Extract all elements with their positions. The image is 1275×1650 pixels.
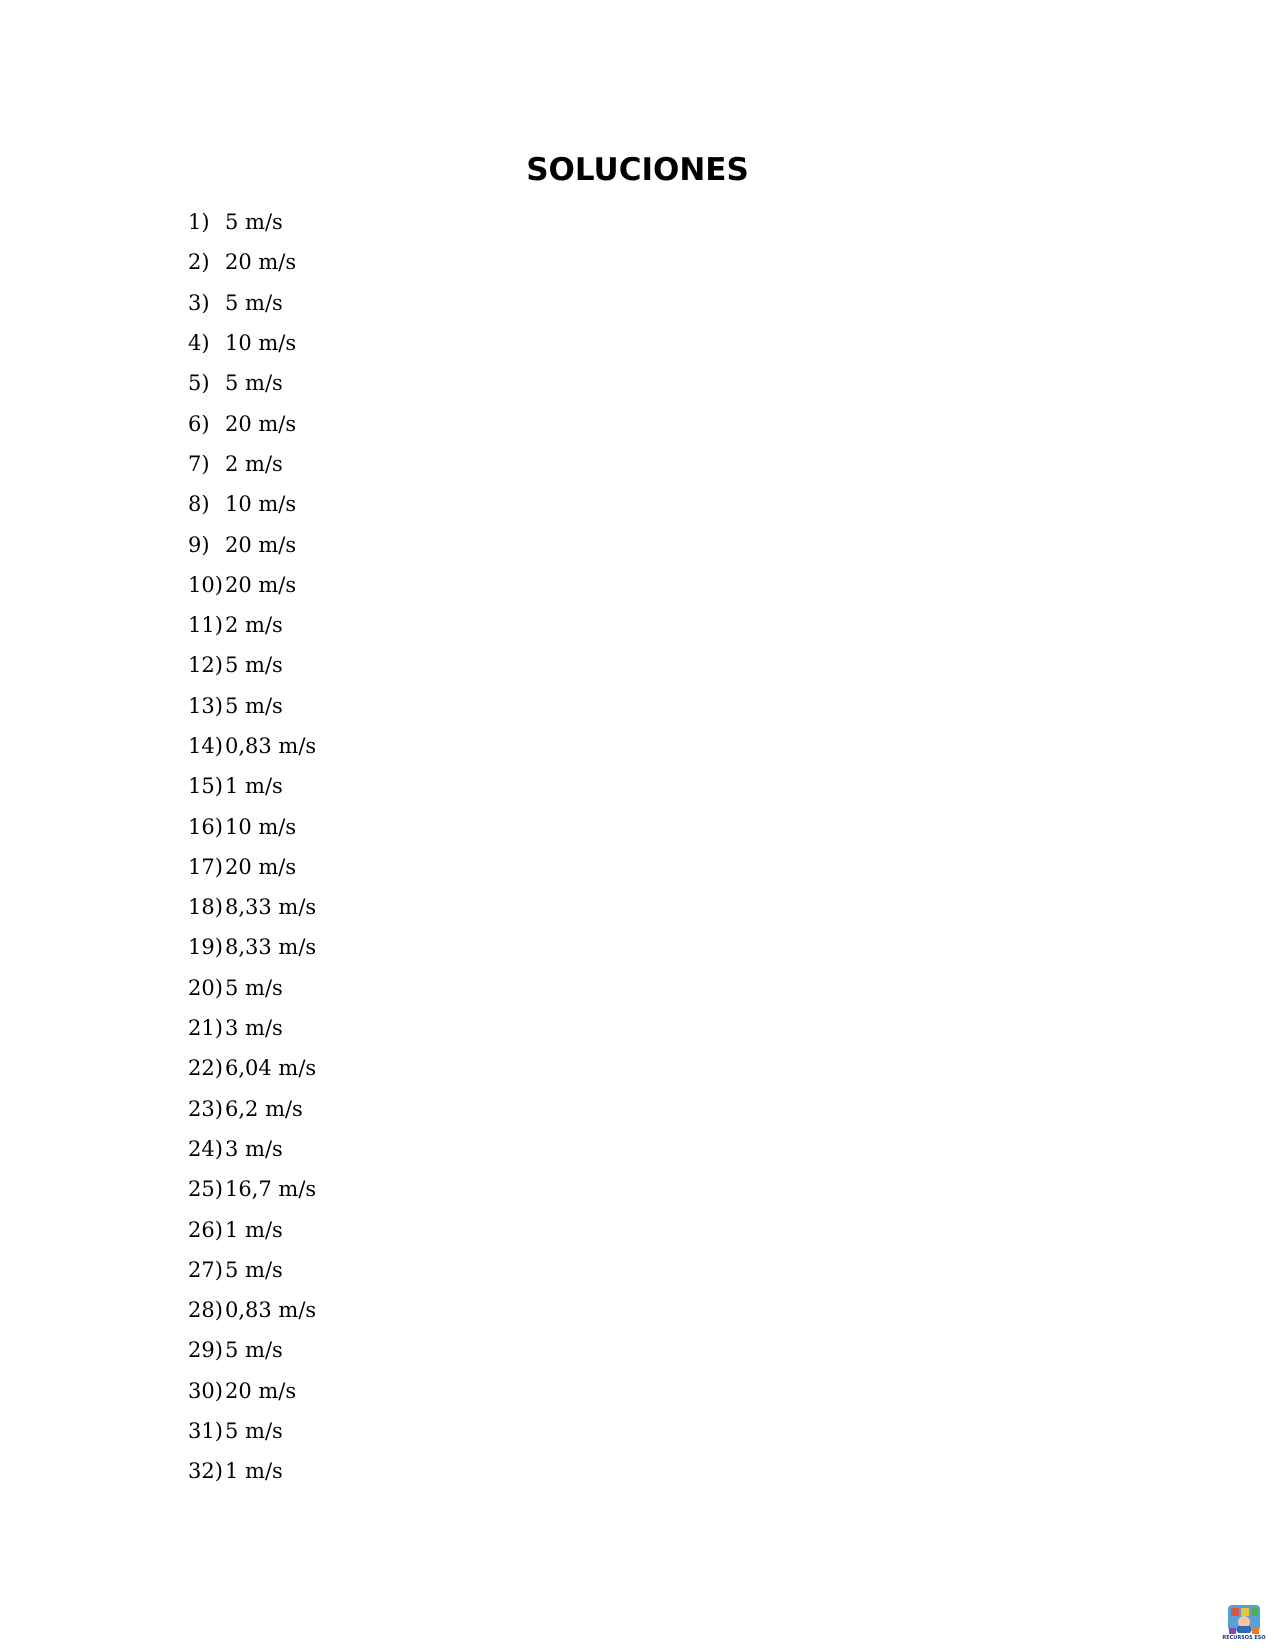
answer-value: 6,04 m/s: [225, 1056, 317, 1081]
answer-number: 16): [188, 814, 223, 839]
answer-item-18: [188, 887, 316, 927]
answer-value: 8,33 m/s: [225, 895, 317, 920]
answer-number: 3): [188, 290, 210, 315]
answer-number: 18): [188, 895, 223, 920]
answer-number: 29): [188, 1338, 223, 1363]
answer-value: 20 m/s: [225, 532, 297, 557]
answer-number: 31): [188, 1419, 223, 1444]
answer-value: 2 m/s: [225, 613, 283, 638]
answer-value: 5 m/s: [225, 975, 283, 1000]
answer-item-14: [188, 726, 316, 766]
answer-item-19: [188, 927, 316, 967]
answer-number: 13): [188, 693, 223, 718]
answer-value: 1 m/s: [225, 1459, 283, 1484]
answer-item-2: [188, 242, 316, 282]
answer-value: 5 m/s: [225, 1257, 283, 1282]
answer-number: 20): [188, 975, 223, 1000]
answer-item-4: [188, 323, 316, 363]
answer-value: 5 m/s: [225, 371, 283, 396]
answer-value: 6,2 m/s: [225, 1096, 303, 1121]
recursos-eso-logo-icon: [1222, 1600, 1266, 1646]
answer-number: 6): [188, 411, 210, 436]
answer-item-13: [188, 686, 316, 726]
answer-item-29: [188, 1330, 316, 1370]
answer-number: 27): [188, 1257, 223, 1282]
answer-item-10: [188, 565, 316, 605]
answer-item-24: [188, 1129, 316, 1169]
answer-value: 10 m/s: [225, 814, 297, 839]
answer-value: 10 m/s: [225, 331, 297, 356]
answer-value: 0,83 m/s: [225, 734, 317, 758]
answer-item-20: [188, 968, 316, 1008]
answer-value: 3 m/s: [225, 1016, 283, 1041]
answer-number: 8): [188, 492, 210, 517]
answer-item-32: [188, 1451, 316, 1491]
answer-item-28: [188, 1290, 316, 1330]
page-title: SOLUCIONES: [526, 152, 749, 188]
answer-item-5: [188, 363, 316, 403]
answer-number: 21): [188, 1016, 223, 1041]
answer-number: 15): [188, 774, 223, 799]
answer-item-12: [188, 645, 316, 685]
answer-number: 11): [188, 613, 223, 638]
answer-value: 8,33 m/s: [225, 935, 317, 960]
answer-value: 20 m/s: [225, 411, 297, 436]
answer-item-6: [188, 403, 316, 443]
answer-number: 17): [188, 854, 223, 879]
answer-item-8: [188, 484, 316, 524]
answer-number: 10): [188, 572, 223, 597]
answer-number: 2): [188, 250, 210, 275]
answer-number: 32): [188, 1459, 223, 1484]
answer-item-30: [188, 1371, 316, 1411]
answer-value: 20 m/s: [225, 854, 297, 879]
answer-item-31: [188, 1411, 316, 1451]
answer-item-7: [188, 444, 316, 484]
answer-item-11: [188, 605, 316, 645]
answer-item-16: [188, 806, 316, 846]
answer-number: 22): [188, 1056, 223, 1081]
answer-value: 3 m/s: [225, 1136, 283, 1161]
answer-number: 24): [188, 1136, 223, 1161]
answer-value: 1 m/s: [225, 1217, 283, 1242]
answer-value: 5 m/s: [225, 653, 283, 678]
answer-value: 5 m/s: [225, 693, 283, 718]
answer-item-27: [188, 1250, 316, 1290]
answer-number: 9): [188, 532, 210, 557]
answer-value: 10 m/s: [225, 492, 297, 517]
logo-text-top: RECURSOS ESO: [1222, 1635, 1266, 1641]
answer-value: 20 m/s: [225, 572, 297, 597]
answers-list: [188, 202, 316, 1492]
answer-value: 5 m/s: [225, 1419, 283, 1444]
answer-value: 20 m/s: [225, 250, 297, 275]
answer-item-23: [188, 1089, 316, 1129]
answer-value: 16,7 m/s: [225, 1177, 317, 1202]
answer-value: 20 m/s: [225, 1378, 297, 1403]
answer-value: 5 m/s: [225, 210, 283, 235]
answer-value: 0,83 m/s: [225, 1298, 317, 1323]
answer-number: 1): [188, 210, 210, 235]
answer-number: 7): [188, 451, 210, 476]
answer-item-3: [188, 283, 316, 323]
answer-number: 26): [188, 1217, 223, 1242]
answer-item-26: [188, 1209, 316, 1249]
answer-item-25: [188, 1169, 316, 1209]
answer-number: 19): [188, 935, 223, 960]
answer-number: 23): [188, 1096, 223, 1121]
answer-value: 5 m/s: [225, 290, 283, 315]
answer-number: 14): [188, 734, 223, 758]
answer-number: 5): [188, 371, 210, 396]
answer-item-22: [188, 1048, 316, 1088]
answer-value: 1 m/s: [225, 774, 283, 799]
answer-item-9: [188, 524, 316, 564]
answer-item-15: [188, 766, 316, 806]
answer-number: 4): [188, 331, 210, 356]
answer-number: 30): [188, 1378, 223, 1403]
answer-item-21: [188, 1008, 316, 1048]
answer-number: 25): [188, 1177, 223, 1202]
answer-item-17: [188, 847, 316, 887]
answer-value: 5 m/s: [225, 1338, 283, 1363]
answer-number: 12): [188, 653, 223, 678]
answer-number: 28): [188, 1298, 223, 1323]
answer-item-1: [188, 202, 316, 242]
answer-value: 2 m/s: [225, 451, 283, 476]
